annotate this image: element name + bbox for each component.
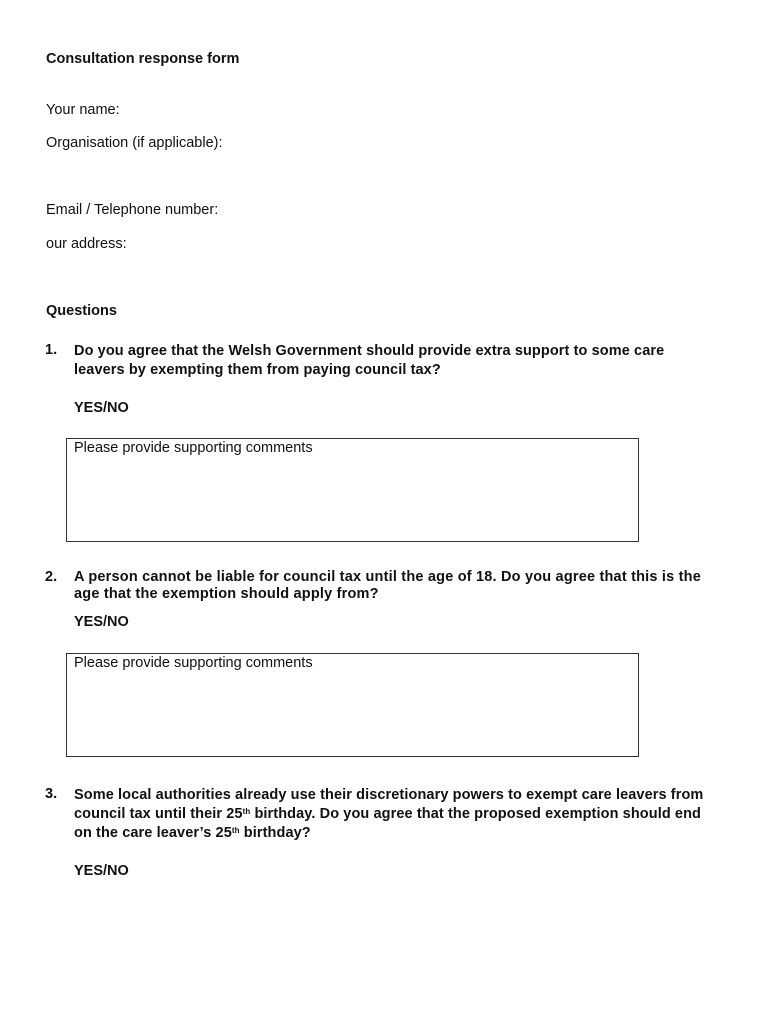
- questions-heading: Questions: [46, 303, 117, 319]
- question-2-number: 2.: [45, 569, 58, 585]
- question-1-text: Do you agree that the Welsh Government should provide extra support to some care leavers by exempting them from paying council tax?: [74, 343, 665, 378]
- ordinal-suffix: th: [242, 807, 251, 816]
- name-field-label: Your name:: [46, 102, 120, 118]
- question-1-comment-box[interactable]: [66, 438, 639, 542]
- address-field-label: our address:: [46, 236, 127, 252]
- organisation-field-label: Organisation (if applicable):: [46, 135, 223, 151]
- question-2-text: A person cannot be liable for council tax until the age of 18. Do you agree that this is the age that the exemption should apply from?: [74, 569, 701, 602]
- question-1-number: 1.: [45, 342, 58, 358]
- question-3-yes-no: YES/NO: [74, 863, 129, 879]
- ordinal-suffix: th: [231, 826, 240, 835]
- question-1-yes-no: YES/NO: [74, 400, 129, 416]
- question-3-text: Some local authorities already use their discretionary powers to exempt care leavers from council tax until their 25th birthday. Do you agree that the proposed exemption should end on the care leaver’s 25th birthday?: [74, 787, 704, 841]
- question-2-comment-box[interactable]: [66, 653, 639, 757]
- question-3-number: 3.: [45, 786, 58, 802]
- question-2-comment-prompt: Please provide supporting comments: [74, 655, 313, 671]
- form-title: Consultation response form: [46, 51, 240, 67]
- question-2-yes-no: YES/NO: [74, 614, 129, 630]
- question-1-comment-prompt: Please provide supporting comments: [74, 440, 313, 456]
- contact-field-label: Email / Telephone number:: [46, 202, 219, 218]
